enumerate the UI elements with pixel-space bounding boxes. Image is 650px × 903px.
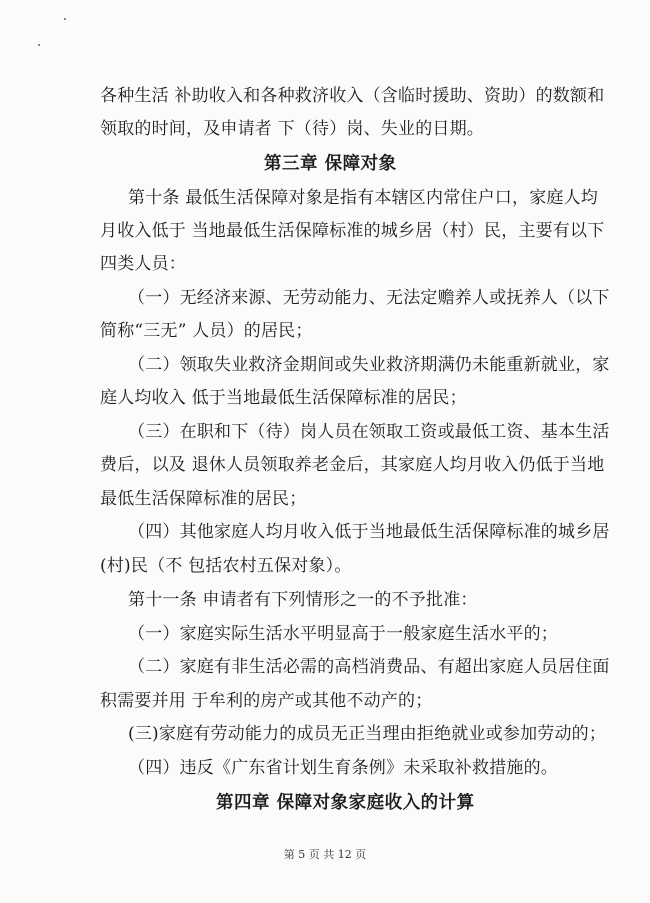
body-line: 各种生活 补助收入和各种救济收入（含临时援助、资助）的数额和 (100, 86, 605, 106)
body-line: 月收入低于 当地最低生活保障标准的城乡居（村）民，主要有以下 (100, 221, 605, 241)
body-line: 简称“三无” 人员）的居民； (100, 321, 313, 341)
article-line: 第十条 最低生活保障对象是指有本辖区内常住户口，家庭人均 (128, 188, 599, 208)
body-line: 领取的时间，及申请者 下（待）岗、失业的日期。 (100, 119, 485, 139)
list-item-line: (三)家庭有劳动能力的成员无正当理由拒绝就业或参加劳动的； (128, 724, 607, 744)
scan-speck (64, 18, 66, 20)
page-number: 第 5 页 共 12 页 (283, 848, 367, 861)
chapter-heading: 第四章 保障对象家庭收入的计算 (216, 793, 475, 813)
list-item-line: （二）家庭有非生活必需的高档消费品、有超出家庭人员居住面 (128, 657, 610, 677)
body-line: 费后，以及 退休人员领取养老金后，其家庭人均月收入仍低于当地 (100, 455, 605, 475)
list-item-line: （一）无经济来源、无劳动能力、无法定赡养人或抚养人（以下 (128, 288, 610, 308)
body-line: 四类人员： (100, 254, 186, 274)
list-item-line: （二）领取失业救济金期间或失业救济期满仍未能重新就业，家 (128, 355, 610, 375)
list-item-line: （一）家庭实际生活水平明显高于一般家庭生活水平的； (128, 624, 558, 644)
list-item-line: （三）在职和下（待）岗人员在领取工资或最低工资、基本生活 (128, 422, 610, 442)
scan-speck (38, 44, 40, 46)
body-line: 庭人均收入 低于当地最低生活保障标准的居民； (100, 388, 467, 408)
body-line: 最低生活保障标准的居民； (100, 489, 307, 509)
chapter-heading: 第三章 保障对象 (264, 154, 397, 174)
body-line: (村)民（不 包括农村五保对象）。 (100, 556, 352, 576)
list-item-line: （四）违反《广东省计划生育条例》未采取补救措施的。 (128, 758, 558, 778)
article-line: 第十一条 申请者有下列情形之一的不予批准： (128, 590, 478, 610)
body-line: 积需要并用 于牟利的房产或其他不动产的； (100, 691, 433, 711)
list-item-line: （四）其他家庭人均月收入低于当地最低生活保障标准的城乡居 (128, 522, 610, 542)
